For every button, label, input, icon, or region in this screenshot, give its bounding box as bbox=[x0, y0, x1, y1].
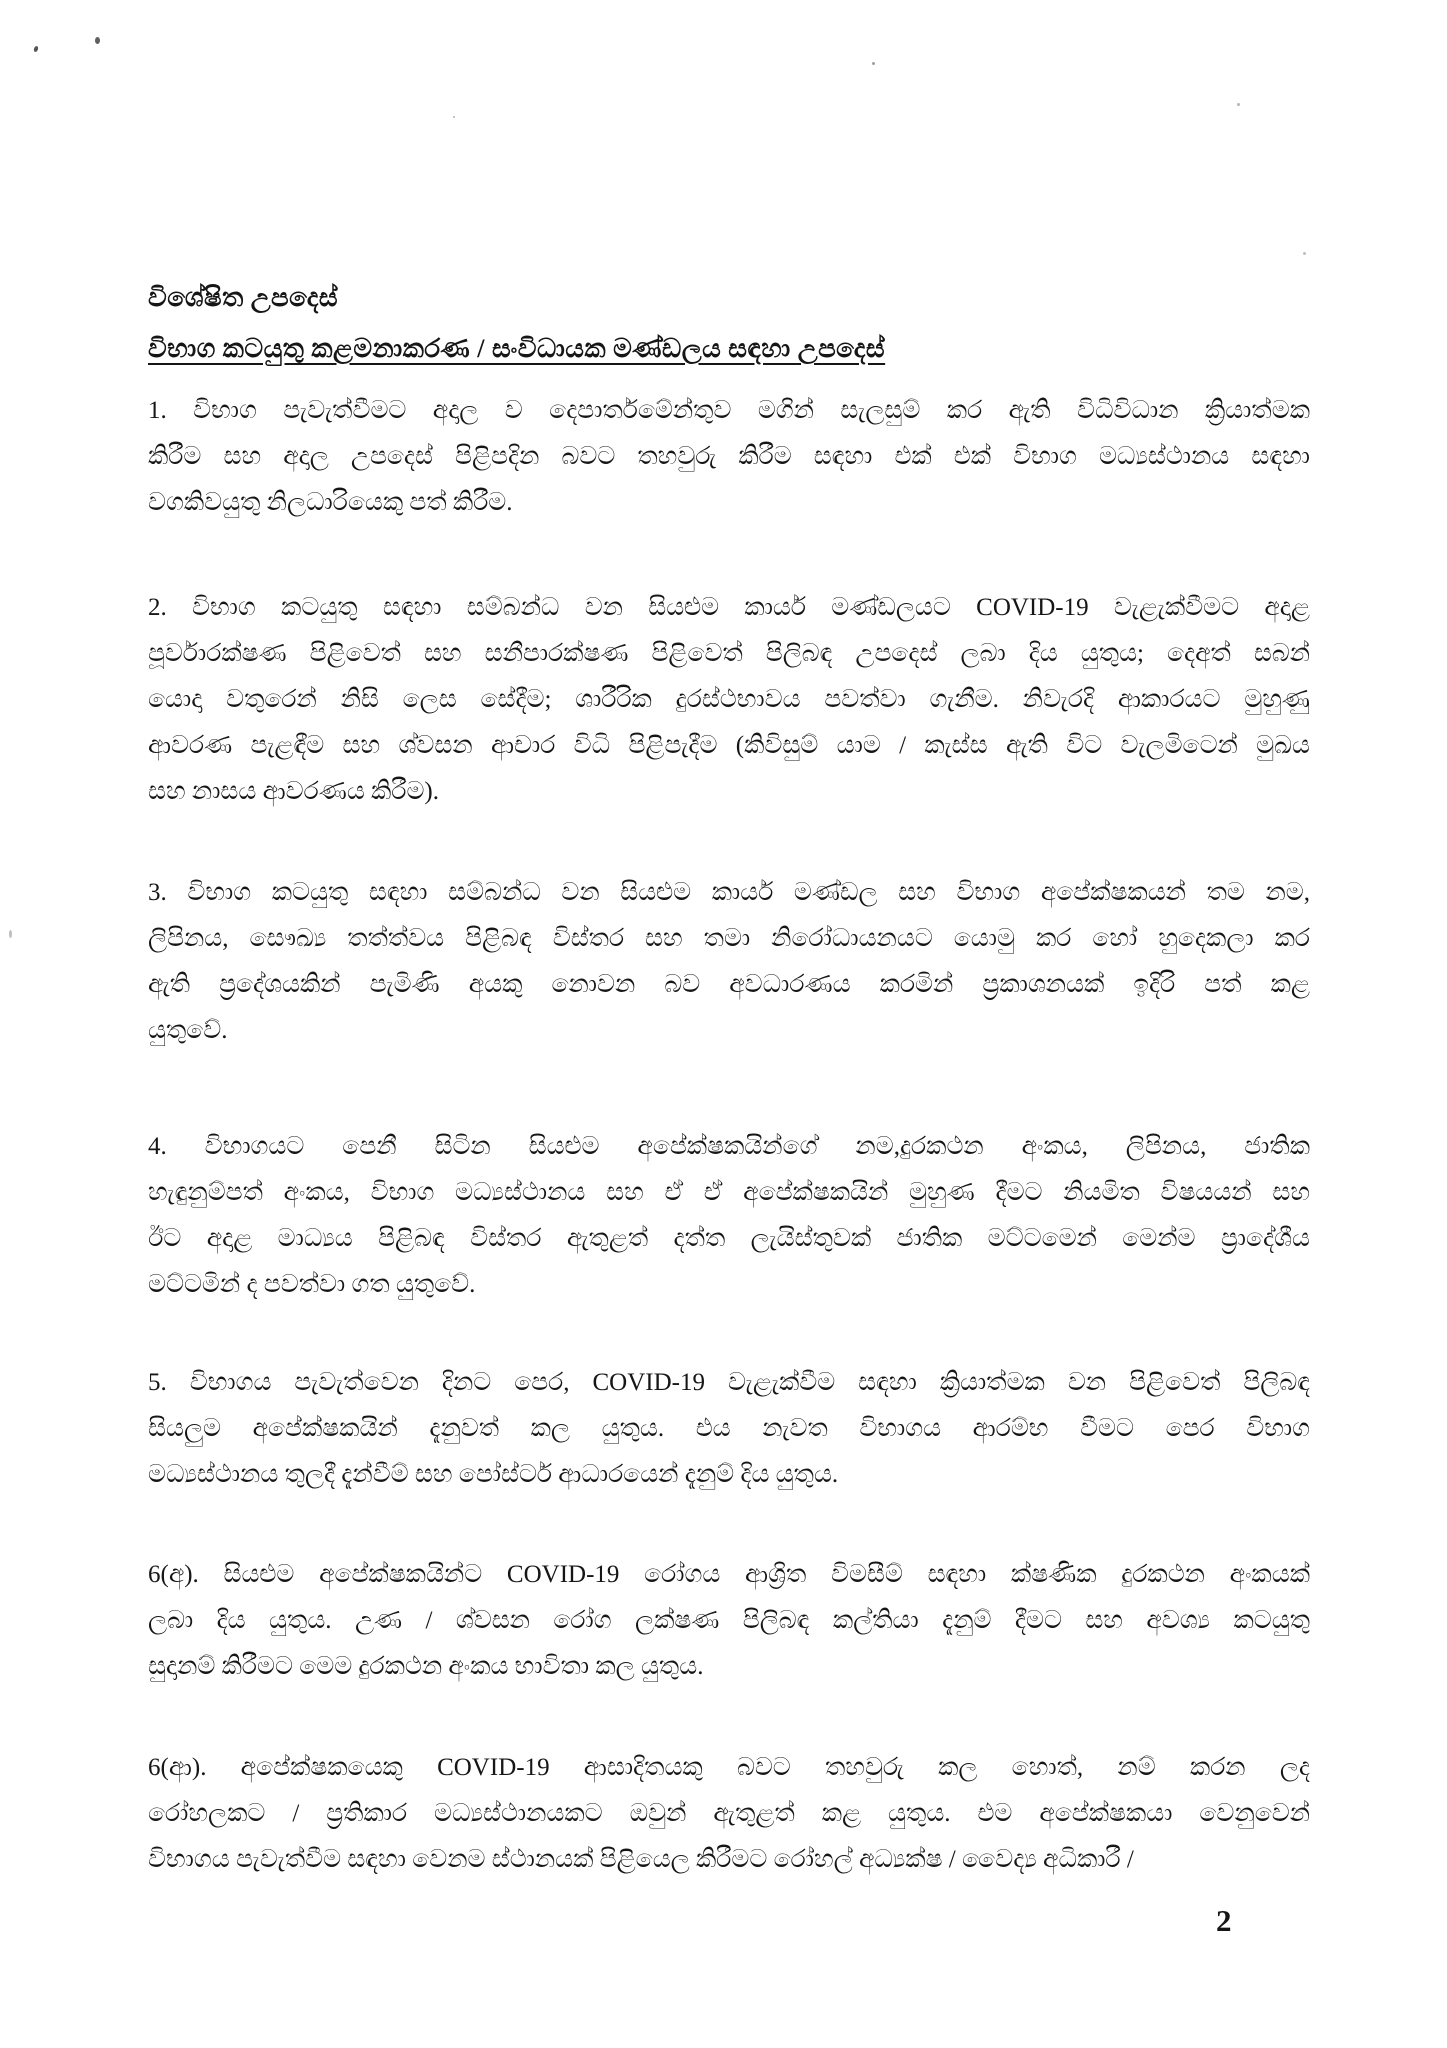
text-line: 4. විභාගයට පෙනී සිටින සියළුම අපේක්ෂකයින්ගේ නම,දුරකථන අංකය, ලිපිනය, ජාතික bbox=[148, 1133, 1310, 1160]
paragraph-2 bbox=[148, 585, 1310, 815]
scan-speck bbox=[33, 45, 39, 52]
text-line: සහ නාසය ආවරණය කිරීම). bbox=[148, 778, 440, 805]
paragraph-3 bbox=[148, 870, 1310, 1054]
text-line: මට්ටමින් ද පවත්වා ගත යුතුවේ. bbox=[148, 1271, 476, 1298]
paragraph-6 bbox=[148, 1552, 1310, 1690]
scan-speck bbox=[1303, 252, 1306, 255]
text-line: හැඳුනුම්පත් අංකය, විභාග මධ්‍යස්ථානය සහ ඒ ඒ අපේක්ෂකයින් මුහුණ දීමට නියමිත විෂයයන් සහ bbox=[148, 1179, 1310, 1206]
text-line: ලිපිනය, සෞඛ්‍ය තත්ත්වය පිළිබඳ විස්තර සහ තමා නිරෝධායනයට යොමු කර හෝ හුදෙකලා කර bbox=[148, 925, 1310, 952]
text-line: කිරීම සහ අදාල උපදෙස් පිළිපදින බවට තහවුරු කිරීම සඳහා එක් එක් විභාග මධ්‍යස්ථානය සඳහා bbox=[148, 443, 1310, 470]
paragraph-5 bbox=[148, 1360, 1310, 1498]
scan-speck bbox=[9, 930, 12, 938]
scan-speck bbox=[95, 37, 100, 44]
text-line: වගකිවයුතු නිලධාරියෙකු පත් කිරීම. bbox=[148, 489, 513, 516]
document-subtitle: විභාග කටයුතු කළමනාකරණ / සංවිධායක මණ්ඩලය සඳහා උපදෙස් bbox=[148, 334, 886, 363]
page-number: 2 bbox=[1216, 1903, 1232, 1938]
text-line: මධ්‍යස්ථානය තුලදී දැන්වීම් සහ පෝස්ටර් ආධාරයෙන් දැනුම් දිය යුතුය. bbox=[148, 1461, 839, 1488]
text-line: 5. විභාගය පැවැත්වෙන දිනට පෙර, COVID-19 වැළැක්වීම සඳහා ක්‍රියාත්මක වන පිළිවෙත් පිලිබඳ bbox=[148, 1369, 1310, 1396]
text-line: යොදා වතුරෙන් නිසි ලෙස සේදීම; ශාරීරික දුරස්ථභාවය පවත්වා ගැනීම. නිවැරදි ආකාරයට මුහුණු bbox=[148, 686, 1310, 713]
text-line: සුදානම් කිරීමට මෙම දුරකථන අංකය භාවිතා කල යුතුය. bbox=[148, 1653, 704, 1680]
text-line: සියලුම අපේක්ෂකයින් දැනුවත් කල යුතුය. එය නැවත විභාගය ආරම්භ වීමට පෙර විභාග bbox=[148, 1415, 1310, 1442]
text-line: රෝහලකට / ප්‍රතිකාර මධ්‍යස්ථානයකට ඔවුන් ඇතුළත් කළ යුතුය. එම අපේක්ෂකයා වෙනුවෙන් bbox=[148, 1800, 1310, 1827]
text-line: 6(අ). සියළුම අපේක්ෂකයින්ට COVID-19 රෝගය ආශ්‍රිත විමසීම් සඳහා ක්ෂණික දුරකථන අංකයක් bbox=[148, 1561, 1310, 1588]
text-line: ඊට අදාළ මාධ්‍යය පිළිබඳ විස්තර ඇතුළත් දත්ත ලැයිස්තුවක් ජාතික මට්ටමෙන් මෙන්ම ප්‍රාදේශීය bbox=[148, 1225, 1310, 1252]
paragraph-4 bbox=[148, 1124, 1310, 1308]
text-line: ලබා දිය යුතුය. උණ / ශ්වසන රෝග ලක්ෂණ පිලිබඳ කල්තියා දැනුම් දීමට සහ අවශ්‍ය කටයුතු bbox=[148, 1607, 1310, 1634]
paragraph-7 bbox=[148, 1745, 1310, 1883]
text-line: යුතුවේ. bbox=[148, 1017, 228, 1044]
text-line: පූර්වාරක්ෂණ පිළිවෙත් සහ සනීපාරක්ෂණ පිළිවෙත් පිලිබඳ උපදෙස් ලබා දිය යුතුය; දෙඅත් සබන් bbox=[148, 640, 1310, 667]
text-line: ආවරණ පැළඳීම සහ ශ්වසන ආචාර විධි පිළිපැදීම (කිවිසුම් යාම / කැස්ස ඇති විට වැලමිටෙන් මුඛය bbox=[148, 732, 1310, 759]
scan-speck bbox=[453, 116, 455, 118]
text-line: 1. විභාග පැවැත්වීමට අදාල ව දෙපාර්තමේන්තුව මගින් සැලසුම් කර ඇති විධිවිධාන ක්‍රියාත්මක bbox=[148, 397, 1310, 424]
paragraph-1 bbox=[148, 388, 1310, 526]
scan-speck bbox=[872, 62, 875, 65]
document-title: විශේෂිත උපදෙස් bbox=[148, 283, 339, 312]
text-line: විභාගය පැවැත්වීම සඳහා වෙනම ස්ථානයක් පිළියෙල කිරීමට රෝහල් අධ්‍යක්ෂ / වෛද්‍ය අධිකාරී / bbox=[148, 1846, 1134, 1873]
text-line: 3. විභාග කටයුතු සඳහා සම්බන්ධ වන සියළුම කාර්ය මණ්ඩල සහ විභාග අපේක්ෂකයන් තම නම, bbox=[148, 879, 1310, 906]
text-line: 2. විභාග කටයුතු සඳහා සම්බන්ධ වන සියළුම කාර්ය මණ්ඩලයට COVID-19 වැළැක්වීමට අදාළ bbox=[148, 594, 1310, 621]
text-line: ඇති ප්‍රදේශයකින් පැමිණි අයකු නොවන බව අවධාරණය කරමින් ප්‍රකාශනයක් ඉදිරි පත් කළ bbox=[148, 971, 1310, 998]
text-line: 6(ආ). අපේක්ෂකයෙකු COVID-19 ආසාදිතයකු බවට තහවුරු කල හොත්, නම් කරන ලද bbox=[148, 1754, 1310, 1781]
scan-speck bbox=[1237, 103, 1240, 106]
